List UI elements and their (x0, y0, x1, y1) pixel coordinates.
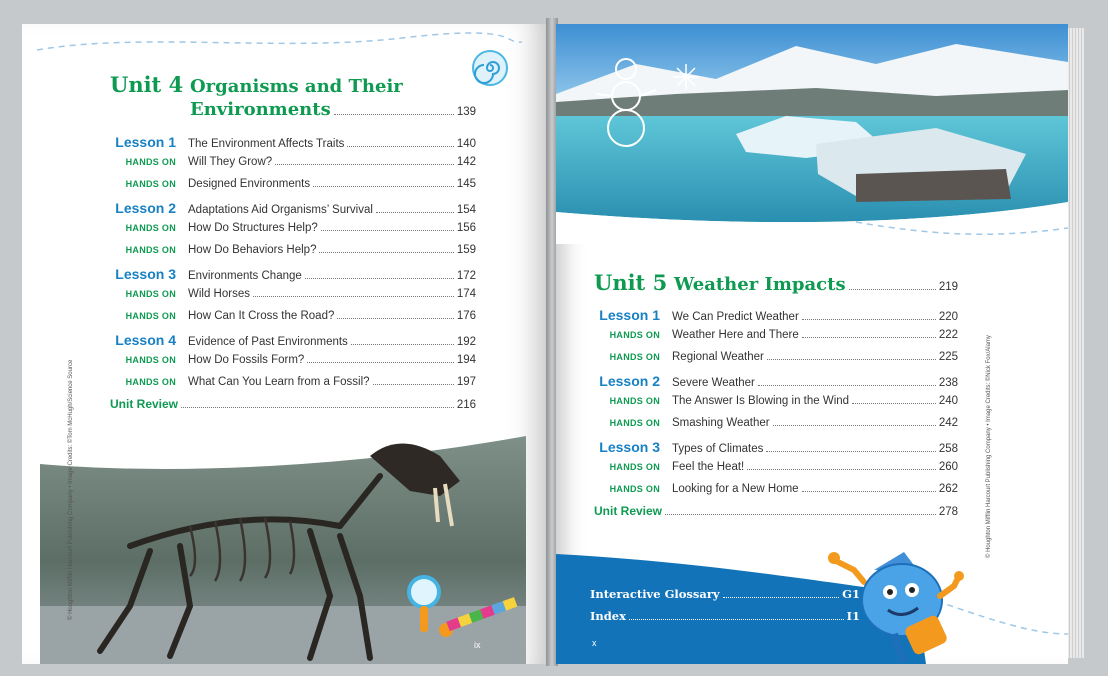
entry-title: Adaptations Aid Organisms’ Survival (188, 204, 373, 216)
page-number: 154 (456, 204, 476, 216)
dot-leader (321, 230, 454, 231)
unit-4-heading[interactable] (110, 72, 510, 97)
glossary-label: Interactive Glossary (590, 587, 720, 601)
dot-leader (766, 451, 935, 452)
dot-leader (181, 407, 454, 408)
page-number: 258 (938, 443, 958, 455)
lesson-row[interactable] (110, 266, 476, 284)
dot-leader (758, 385, 936, 386)
page-number: 278 (938, 506, 958, 518)
hands-on-row[interactable] (594, 329, 958, 347)
dot-leader (767, 359, 936, 360)
entry-title: How Do Structures Help? (188, 222, 318, 234)
index-page: I1 (846, 609, 860, 623)
page-number: 216 (456, 399, 476, 411)
hands-on-label: HANDS ON (609, 418, 660, 428)
hands-on-row[interactable] (594, 395, 958, 413)
dot-leader (376, 212, 454, 213)
dot-leader (307, 362, 454, 363)
dot-leader (747, 469, 936, 470)
entry-title: Weather Here and There (672, 329, 799, 341)
dot-leader (337, 318, 453, 319)
lesson-label: Lesson 2 (115, 200, 176, 216)
unit-title-continued: Environments (190, 99, 331, 120)
entry-title: Will They Grow? (188, 156, 273, 168)
unit-5-heading[interactable] (594, 270, 958, 296)
dot-leader (347, 146, 453, 147)
photo-credit: © Houghton Mifflin Harcourt Publishing Company • Image Credits: ©Nick Fox/Alamy (986, 335, 992, 558)
hands-on-label: HANDS ON (609, 462, 660, 472)
lesson-row[interactable] (594, 439, 958, 457)
index-row[interactable] (590, 609, 860, 623)
entry-title: Smashing Weather (672, 417, 770, 429)
page-number: 260 (938, 461, 958, 473)
dot-leader (629, 619, 844, 620)
lesson-label: Lesson 1 (115, 134, 176, 150)
lesson-row[interactable] (594, 307, 958, 325)
hands-on-label: HANDS ON (125, 289, 176, 299)
dot-leader (319, 252, 453, 253)
page-number: 156 (456, 222, 476, 234)
entry-title: Looking for a New Home (672, 483, 799, 495)
right-page (556, 24, 1068, 664)
dot-leader (723, 597, 840, 598)
lesson-label: Lesson 2 (599, 373, 660, 389)
lesson-label: Lesson 3 (599, 439, 660, 455)
entry-title: Types of Climates (672, 443, 764, 455)
entry-title: Feel the Heat! (672, 461, 745, 473)
unit-4-title-line2[interactable] (190, 99, 476, 121)
page-number: 222 (938, 329, 958, 341)
interactive-glossary-row[interactable] (590, 587, 860, 601)
lesson-row[interactable] (594, 373, 958, 391)
page-number: 140 (456, 138, 476, 150)
index-label: Index (590, 609, 626, 623)
page-number: 174 (456, 288, 476, 300)
page-number: 194 (456, 354, 476, 366)
entry-title: Evidence of Past Environments (188, 336, 348, 348)
dot-leader (253, 296, 454, 297)
page-number: 176 (456, 310, 476, 322)
page-number: 219 (938, 281, 958, 293)
page-number: 220 (938, 311, 958, 323)
hands-on-row[interactable] (110, 178, 476, 196)
page-number: 139 (456, 106, 476, 118)
lesson-row[interactable] (110, 332, 476, 350)
lesson-row[interactable] (110, 200, 476, 218)
page-number: 145 (456, 178, 476, 190)
unit-review-row[interactable] (594, 504, 958, 522)
dot-leader (802, 491, 936, 492)
entry-title: What Can You Learn from a Fossil? (188, 376, 370, 388)
dot-leader (802, 319, 936, 320)
hands-on-row[interactable] (110, 222, 476, 240)
entry-title: How Can It Cross the Road? (188, 310, 335, 322)
page-number: 225 (938, 351, 958, 363)
hands-on-label: HANDS ON (125, 245, 176, 255)
hands-on-row[interactable] (110, 288, 476, 306)
dot-leader (665, 514, 936, 515)
page-number: 159 (456, 244, 476, 256)
lesson-row[interactable] (110, 134, 476, 152)
unit-review-row[interactable] (110, 397, 476, 415)
glacier-lagoon-photo (556, 24, 1068, 244)
hands-on-label: HANDS ON (609, 484, 660, 494)
hands-on-label: HANDS ON (125, 355, 176, 365)
entry-title: Severe Weather (672, 377, 755, 389)
dot-leader (849, 289, 936, 290)
glossary-page: G1 (842, 587, 860, 601)
unit-review-label: Unit Review (110, 397, 179, 411)
entry-title: Regional Weather (672, 351, 764, 363)
hands-on-row[interactable] (594, 351, 958, 369)
page-number: 240 (938, 395, 958, 407)
unit-title: Organisms and Their (190, 76, 403, 97)
decorative-dashed-wave (556, 214, 1068, 254)
hands-on-label: HANDS ON (125, 179, 176, 189)
entry-title: Environments Change (188, 270, 302, 282)
dot-leader (852, 403, 936, 404)
entry-title: We Can Predict Weather (672, 311, 799, 323)
hands-on-row[interactable] (110, 244, 476, 262)
entry-title: How Do Fossils Form? (188, 354, 305, 366)
ruler-strip-icon (440, 594, 530, 634)
hands-on-label: HANDS ON (609, 396, 660, 406)
dot-leader (373, 384, 454, 385)
dot-leader (275, 164, 454, 165)
lesson-label: Lesson 1 (599, 307, 660, 323)
unit-label: Unit 4 (110, 72, 184, 97)
hands-on-row[interactable] (110, 354, 476, 372)
dot-leader (334, 114, 454, 115)
lesson-label: Lesson 3 (115, 266, 176, 282)
page-number: 197 (456, 376, 476, 388)
open-book (22, 18, 1084, 666)
entry-title: Designed Environments (188, 178, 311, 190)
entry-title: Wild Horses (188, 288, 250, 300)
hands-on-row[interactable] (110, 376, 476, 394)
hands-on-row[interactable] (594, 483, 958, 501)
unit-review-label: Unit Review (594, 504, 663, 518)
unit-title: Weather Impacts (674, 274, 846, 295)
entry-title: How Do Behaviors Help? (188, 244, 317, 256)
lesson-label: Lesson 4 (115, 332, 176, 348)
page-number: 238 (938, 377, 958, 389)
dot-leader (313, 186, 454, 187)
robot-mascot-icon (824, 542, 964, 664)
entry-title: The Answer Is Blowing in the Wind (672, 395, 850, 407)
dot-leader (773, 425, 936, 426)
dot-leader (305, 278, 454, 279)
dot-leader (351, 344, 454, 345)
page-number: 192 (456, 336, 476, 348)
hands-on-label: HANDS ON (125, 223, 176, 233)
left-page (22, 24, 548, 664)
hands-on-row[interactable] (110, 156, 476, 174)
page-number-left: ix (474, 640, 481, 650)
hands-on-row[interactable] (110, 310, 476, 328)
page-number: 242 (938, 417, 958, 429)
entry-title: The Environment Affects Traits (188, 138, 345, 150)
hands-on-row[interactable] (594, 417, 958, 435)
hands-on-label: HANDS ON (609, 352, 660, 362)
hands-on-row[interactable] (594, 461, 958, 479)
page-number: 142 (456, 156, 476, 168)
hands-on-label: HANDS ON (125, 157, 176, 167)
dot-leader (802, 337, 936, 338)
hands-on-label: HANDS ON (609, 330, 660, 340)
hands-on-label: HANDS ON (125, 311, 176, 321)
page-number: 262 (938, 483, 958, 495)
page-number-right: x (592, 638, 597, 648)
hands-on-label: HANDS ON (125, 377, 176, 387)
unit-label: Unit 5 (594, 270, 668, 295)
photo-credit: © Houghton Mifflin Harcourt Publishing Company • Image Credits: ©Tom McHugh/Science Source (68, 359, 74, 620)
page-number: 172 (456, 270, 476, 282)
